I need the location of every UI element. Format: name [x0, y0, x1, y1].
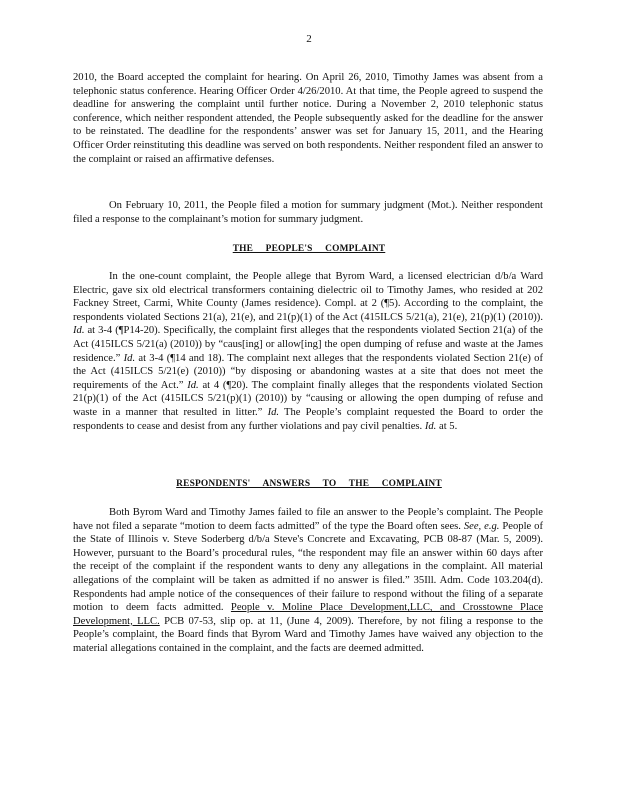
citation-signal: See, e.g.	[463, 520, 500, 532]
citation-id: Id.	[267, 406, 280, 418]
paragraph-answers	[73, 506, 543, 656]
text-segment: People of the State of Illinois v. Steve Soderberg d/b/a Steve's Concrete and Excavating, PCB 08-87 (Mar. 5, 2009). However, pursuant to the Board’s procedural rules, “the respondent may file an answer within 60 days after the receipt of the complaint if the respondent wants to deny any allegations in the complaint. All material allegations of the complaint will be taken as admitted if no answer is filed.” 35Ill. Adm. Code 103.204(d). Respondents had ample notice of the consequences of their failure to respond without the filing of a separate motion to deem facts admitted.	[73, 520, 543, 614]
citation-id: Id.	[424, 420, 437, 432]
text-segment: at 5.	[436, 420, 458, 432]
case-citation: People v. Moline Place Development,LLC, and Crosstowne Place Development, LLC.	[73, 602, 543, 627]
heading-respondents-answers	[0, 478, 618, 492]
heading-peoples-complaint-text: THE PEOPLE'S COMPLAINT	[232, 244, 386, 254]
citation-id: Id.	[73, 325, 85, 337]
text-segment: PCB 07-53, slip op. at 11, (June 4, 2009). Therefore, by not filing a response to the People’s complaint, the Board finds that Byrom Ward and Timothy James have waived any objection to the material allegations contained in the complaint, and the facts are deemed admitted.	[73, 615, 543, 654]
citation-id: Id.	[187, 379, 199, 391]
text-segment: at 4 (¶20). The complaint finally alleges that the respondents violated Section 21(p)(1) of the Act (415ILCS 5/21(p)(1) (2010)) by “causing or allowing the open dumping of refuse and waste in a manner that resulted in litter.”	[73, 379, 543, 418]
text-segment: at 3-4 (¶P14-20). Specifically, the complaint first alleges that the respondents violated Section 21(a) of the Act (415ILCS 5/21(a) (2010)) by “caus[ing] or allow[ing] the open dumping of refuse and waste at the James residence.”	[73, 325, 543, 364]
text-segment: Both Byrom Ward and Timothy James failed to file an answer to the People’s complaint. The People have not filed a separate “motion to deem facts admitted” of the type the Board often sees.	[73, 507, 543, 532]
heading-respondents-answers-text: RESPONDENTS' ANSWERS TO THE COMPLAINT	[176, 479, 442, 489]
paragraph-complaint	[73, 270, 543, 433]
text-segment: In the one-count complaint, the People allege that Byrom Ward, a licensed electrician d/b/a Ward Electric, gave six old electrical transformers containing dielectric oil to Timothy James, who resided at 202 Fackney Street, Carmi, White County (James residence). Compl. at 2 (¶5). According to the complaint, the respondents violated Sections 21(a), 21(e), and 21(p)(1) of the Act (415ILCS 5/21(a), 21(e), 21(p)(1) (2010)).	[73, 271, 543, 323]
citation-id: Id.	[123, 352, 136, 364]
heading-peoples-complaint	[0, 243, 618, 257]
text-segment: at 3-4 (¶14 and 18). The complaint next alleges that the respondents violated Section 21(e) of the Act (415ILCS 5/21(e) (2010)) “by disposing or abandoning wastes at a site that does not meet the requirements of the Act.”	[73, 352, 543, 391]
page-number: 2	[306, 33, 312, 45]
paragraph-motion: On February 10, 2011, the People filed a motion for summary judgment (Mot.). Neither respondent filed a response to the complainant’s motion for summary judgment.	[73, 200, 543, 225]
text-segment: The People’s complaint requested the Board to order the respondents to cease and desist from any further violations and pay civil penalties.	[73, 406, 543, 432]
paragraph-procedural-history: 2010, the Board accepted the complaint for hearing. On April 26, 2010, Timothy James was absent from a telephonic status conference. Hearing Officer Order 4/26/2010. At that time, the People agreed to suspend the deadline for answering the complaint until further notice. During a November 2, 2010 telephonic status conference, which neither respondent attended, the People subsequently asked for the deadline for the answer to be reinstated. The deadline for the respondents’ answer was set for January 15, 2011, and the Hearing Officer Order reinstituting this deadline was served on both respondents. Neither respondent filed an answer to the complaint or raised an affirmative defenses.	[73, 72, 543, 165]
